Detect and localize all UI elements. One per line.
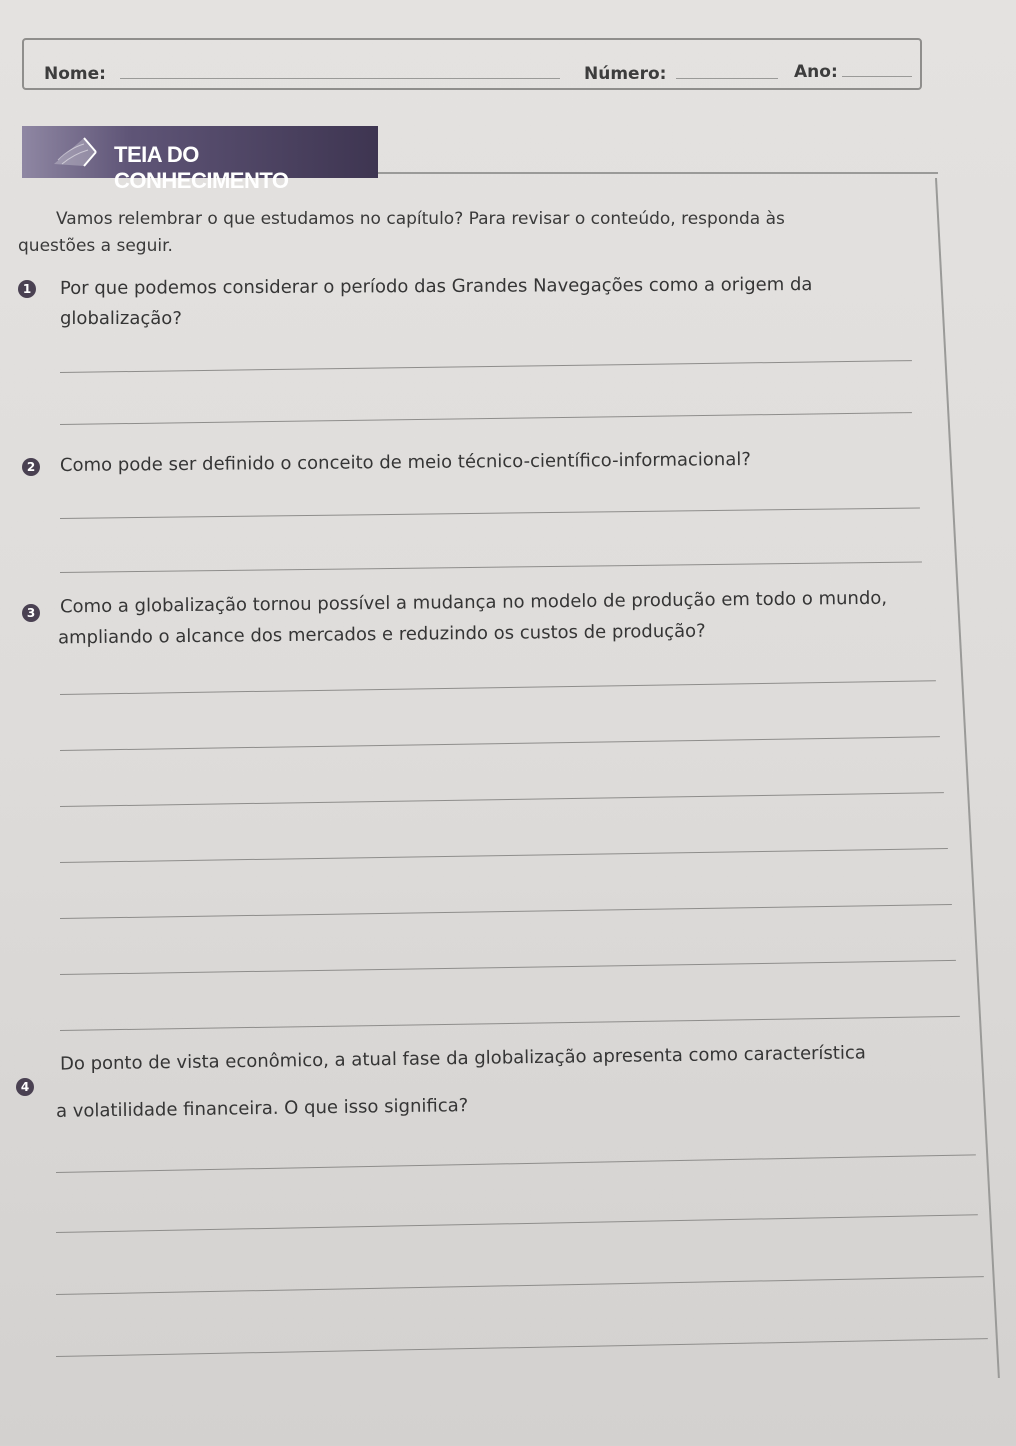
year-field[interactable] <box>842 76 912 77</box>
question-4-line-2: a volatilidade financeira. O que isso significa? <box>55 1095 469 1122</box>
name-field[interactable] <box>120 78 560 79</box>
section-banner <box>22 126 378 193</box>
answer-line[interactable] <box>60 507 920 519</box>
year-label: Ano: <box>794 62 838 82</box>
question-2-line-1: Como pode ser definido o conceito de meio técnico-científico-informacional? <box>59 448 751 477</box>
answer-line[interactable] <box>56 1276 984 1295</box>
answer-line[interactable] <box>56 1214 978 1233</box>
answer-line[interactable] <box>60 736 940 751</box>
frame-right-border <box>935 178 1016 1378</box>
answer-line[interactable] <box>60 848 948 863</box>
name-label: Nome: <box>44 64 106 84</box>
question-4-line-1: Do ponto de vista econômico, a atual fase da globalização apresenta como característica <box>59 1042 866 1075</box>
number-label: Número: <box>584 64 667 84</box>
answer-line[interactable] <box>60 792 944 807</box>
question-3-line-1: Como a globalização tornou possível a mudança no modelo de produção em todo o mundo, <box>59 587 888 618</box>
question-number-badge: 4 <box>16 1078 34 1096</box>
number-field[interactable] <box>676 78 778 79</box>
answer-line[interactable] <box>60 360 912 373</box>
question-3-line-2: ampliando o alcance dos mercados e reduzindo os custos de produção? <box>57 620 706 649</box>
question-number-badge: 1 <box>18 280 36 298</box>
answer-line[interactable] <box>60 680 936 695</box>
section-title: TEIA DO CONHECIMENTO <box>114 142 289 193</box>
question-number-badge: 2 <box>22 458 40 476</box>
student-info-box <box>22 38 922 90</box>
answer-line[interactable] <box>60 561 922 573</box>
web-icon <box>50 134 110 170</box>
answer-line[interactable] <box>60 412 912 425</box>
question-1-line-1: Por que podemos considerar o período das Grandes Navegações como a origem da <box>59 274 813 299</box>
question-number-badge: 3 <box>22 604 40 622</box>
answer-line[interactable] <box>56 1154 976 1173</box>
frame-top-border <box>378 172 938 174</box>
question-1-line-2: globalização? <box>60 308 182 329</box>
intro-line-1: Vamos relembrar o que estudamos no capítulo? Para revisar o conteúdo, responda às <box>56 209 785 229</box>
answer-line[interactable] <box>60 960 956 975</box>
answer-line[interactable] <box>60 1016 960 1031</box>
intro-line-2: questões a seguir. <box>18 236 173 256</box>
answer-line[interactable] <box>56 1338 988 1357</box>
answer-line[interactable] <box>60 904 952 919</box>
